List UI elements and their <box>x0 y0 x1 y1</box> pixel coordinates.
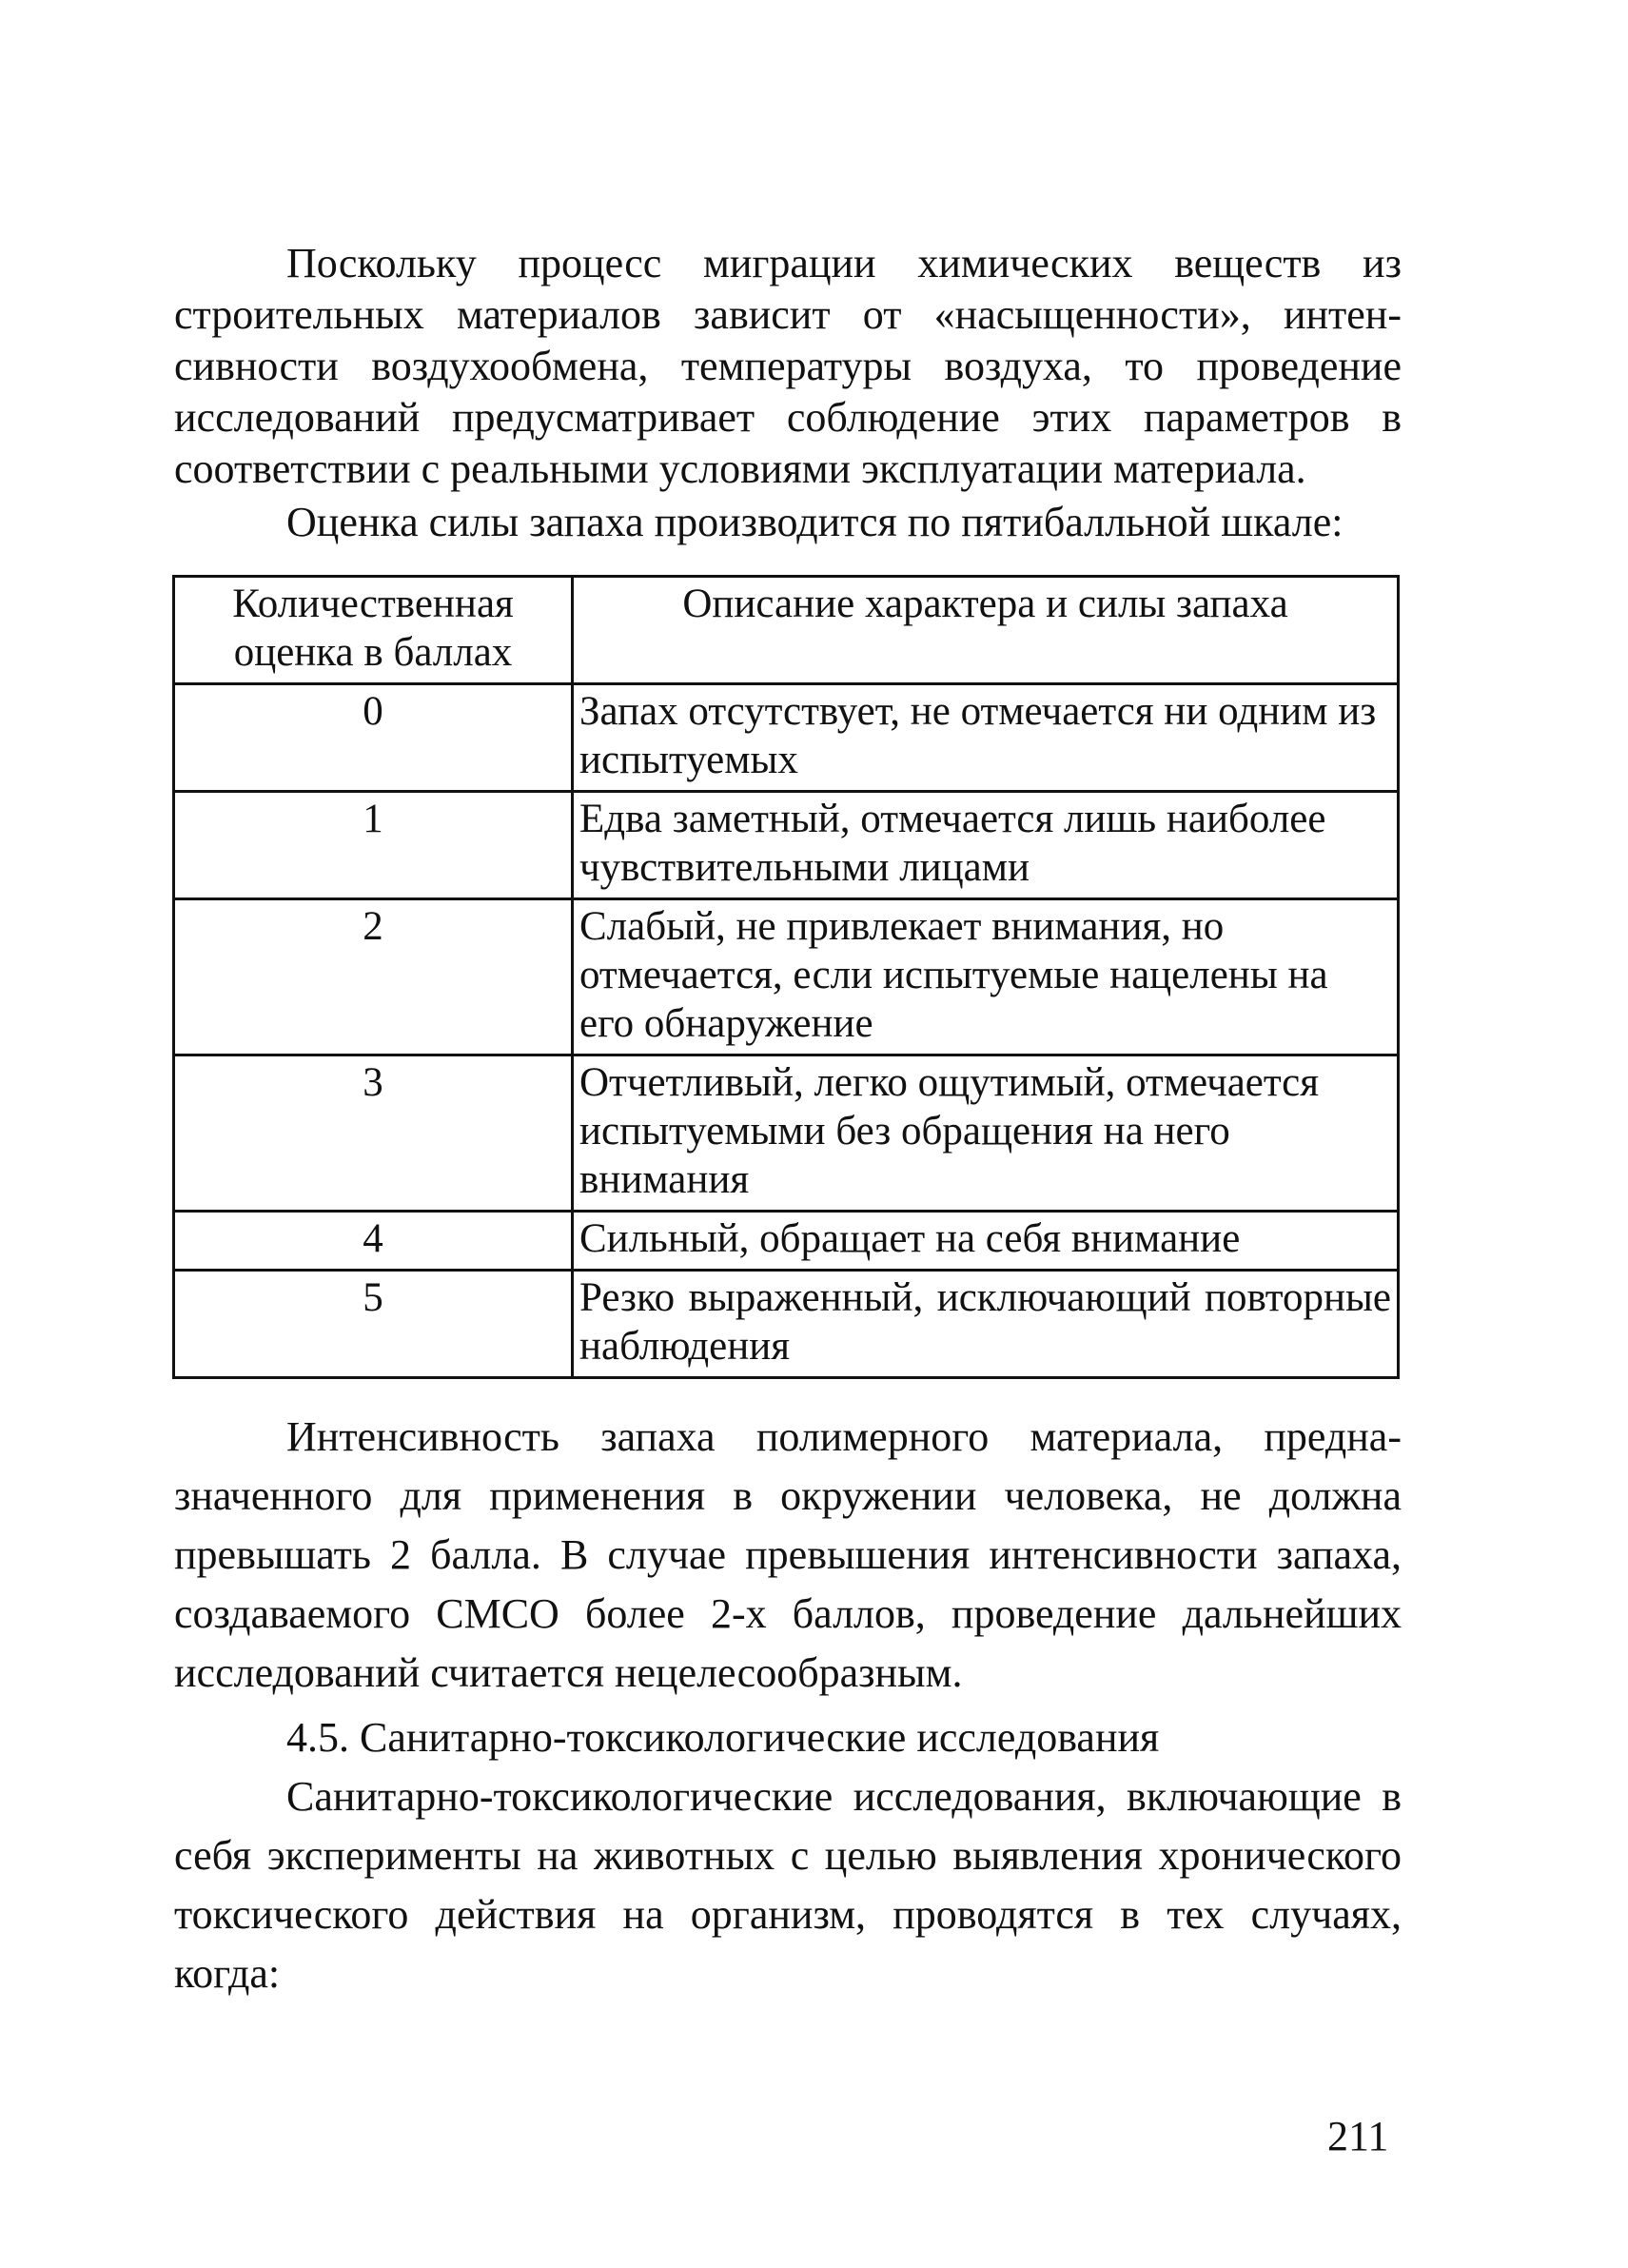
table-row <box>174 1212 1399 1271</box>
page-body <box>174 238 1402 2003</box>
table-header-row <box>174 577 1399 684</box>
table-row <box>174 1271 1399 1378</box>
paragraph-scale-intro: Оценка силы запаха производится по пятибалльной шкале: <box>286 499 1344 545</box>
paragraph-toxicology: Санитарно-токсикологические исследования, включающие в себя эксперименты на животных с целью выявления хронического токсического действия на организм, проводятся в тех случаях, когда: <box>174 1773 1402 1997</box>
description-cell: Слабый, не привлекает внимания, но отмечается, если испытуемые нацелены на его обнаружение <box>573 899 1399 1055</box>
score-cell: 4 <box>174 1212 573 1271</box>
page-number: 211 <box>1327 2113 1389 2160</box>
table-row <box>174 1055 1399 1212</box>
description-cell: Сильный, обращает на себя внимание <box>573 1212 1399 1271</box>
table-row <box>174 899 1399 1055</box>
description-cell: Резко выраженный, исключающий повторные наблюдения <box>573 1271 1399 1378</box>
description-cell: Отчетливый, легко ощутимый, отмечается испытуемыми без обращения на него внимания <box>573 1055 1399 1212</box>
header-description: Описание характера и силы запаха <box>573 577 1399 684</box>
score-cell: 3 <box>174 1055 573 1212</box>
after-table-section <box>174 1408 1402 2003</box>
table-row <box>174 684 1399 792</box>
table-row <box>174 792 1399 899</box>
score-cell: 2 <box>174 899 573 1055</box>
score-cell: 5 <box>174 1271 573 1378</box>
description-cell: Едва заметный, отмечается лишь наиболее чувствительными лицами <box>573 792 1399 899</box>
header-score: Количественная оценка в баллах <box>174 577 573 684</box>
score-cell: 0 <box>174 684 573 792</box>
score-cell: 1 <box>174 792 573 899</box>
section-heading: 4.5. Санитарно-токсикологические исследования <box>286 1714 1160 1761</box>
description-cell: Запах отсутствует, не отмечается ни одним из испытуемых <box>573 684 1399 792</box>
paragraph-migration: Поскольку процесс миграции химических веществ из строительных материалов зависит от «насыщенности», интен-сивности воздухообмена, температуры воздуха, то проведение исследований предусматривает соблюдение этих параметров в соответствии с реальными условиями эксплуатации материала. <box>174 240 1402 492</box>
paragraph-intensity-limit: Интенсивность запаха полимерного материала, предна-значенного для применения в окружении человека, не должна превышать 2 балла. В случае превышения интенсивности запаха, создаваемого СМСО более 2-х баллов, проведение дальнейших исследований считается нецелесообразным. <box>174 1413 1402 1696</box>
odor-intensity-table <box>172 575 1400 1379</box>
